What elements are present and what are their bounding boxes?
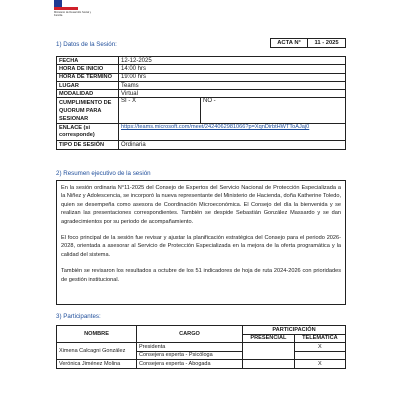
logo-text: Ministerio de Desarrollo Social y Familia — [54, 11, 92, 17]
lugar-value: Teams — [119, 81, 346, 89]
tipo-value: Ordinaria — [119, 141, 346, 149]
row-modalidad — [57, 90, 346, 98]
participant-presencial — [243, 360, 295, 369]
logo-blue-block — [54, 0, 62, 7]
modalidad-label: MODALIDAD — [57, 90, 119, 98]
quorum-no: NO - — [201, 98, 346, 124]
participant-name: Ximena Calcagni González — [57, 343, 137, 360]
participant-telematica-2 — [294, 351, 345, 360]
inicio-label: HORA DE INICIO — [57, 65, 119, 73]
col-cargo: CARGO — [137, 326, 243, 343]
participant-telematica: X — [294, 343, 345, 352]
enlace-label: ENLACE (si corresponde) — [57, 124, 119, 141]
participant-role: Consejera experta - Abogada — [137, 360, 243, 369]
row-enlace — [57, 124, 346, 141]
section-participantes-heading: 3) Participantes: — [56, 313, 101, 320]
participant-presencial — [243, 343, 295, 360]
executive-summary-box — [56, 180, 346, 305]
acta-value: 11 - 2025 — [308, 39, 346, 48]
table-row — [57, 360, 346, 369]
lugar-label: LUGAR — [57, 81, 119, 89]
logo-white-block — [62, 0, 78, 7]
summary-paragraph-3: También se revisaron los resultados a octubre de los 51 indicadores de hoja de ruta 2024-2026 con prioridades de gestión institucional. — [61, 268, 341, 283]
tipo-label: TIPO DE SESIÓN — [57, 141, 119, 149]
teams-meeting-link[interactable]: https://teams.microsoft.com/meet/2424062981066?p=XqnDirbtHWTToAJaj0 — [121, 124, 310, 131]
section-resumen-heading: 2) Resumen ejecutivo de la sesión — [56, 170, 151, 177]
col-presencial: PRESENCIAL — [243, 334, 295, 343]
fecha-value: 12-12-2025 — [119, 57, 346, 65]
summary-paragraph-2: El foco principal de la sesión fue revisar y ajustar la planificación estratégica del Consejo para el periodo 2026-2028, orientada a asesorar al Servicio de Protección Especializada en la mejora de la oferta programática y la calidad del sistema. — [61, 235, 341, 258]
logo-red-stripe — [54, 7, 78, 10]
quorum-si: SI - X — [119, 98, 201, 124]
quorum-label: CUMPLIMIENTO DE QUORUM PARA SESIONAR — [57, 98, 119, 124]
row-tipo — [57, 141, 346, 149]
row-fecha — [57, 57, 346, 65]
participants-table — [56, 325, 346, 369]
modalidad-value: Virtual — [119, 90, 346, 98]
col-telematica: TELEMATICA — [294, 334, 345, 343]
termino-value: 19:00 hrs — [119, 73, 346, 81]
row-lugar — [57, 81, 346, 89]
session-data-table — [56, 56, 346, 150]
participant-telematica: X — [294, 360, 345, 369]
row-inicio — [57, 65, 346, 73]
section-datos-heading: 1) Datos de la Sesión: — [56, 41, 117, 48]
inicio-value: 14:00 hrs — [119, 65, 346, 73]
participant-role-2: Consejera experta - Psicóloga — [137, 351, 243, 360]
row-quorum — [57, 98, 346, 124]
summary-paragraph-1: En la sesión ordinaria N°11-2025 del Consejo de Expertos del Servicio Nacional de Protección Especializada a la Niñez y Adolescencia, se incorporó la nueva representante del Ministerio de Hacienda, doña Katherine Toledo, quien se desempeña como asesora de Coordinación Microeconómica. El Consejo del día la bienvenida y se realizan las presentaciones correspondientes. También se despide Sebastián González Massardo y se dan agradecimientos por su periodo de acompañamiento. — [61, 185, 341, 225]
acta-label: ACTA N° — [271, 39, 308, 48]
ministry-logo — [54, 0, 92, 18]
table-row — [57, 343, 346, 352]
col-participacion: PARTICIPACIÓN — [243, 326, 346, 335]
fecha-label: FECHA — [57, 57, 119, 65]
acta-number-table — [270, 38, 346, 48]
participant-role: Presidenta — [137, 343, 243, 352]
termino-label: HORA DE TERMINO — [57, 73, 119, 81]
row-termino — [57, 73, 346, 81]
col-nombre: NOMBRE — [57, 326, 137, 343]
participant-name: Verónica Jiménez Molina — [57, 360, 137, 369]
